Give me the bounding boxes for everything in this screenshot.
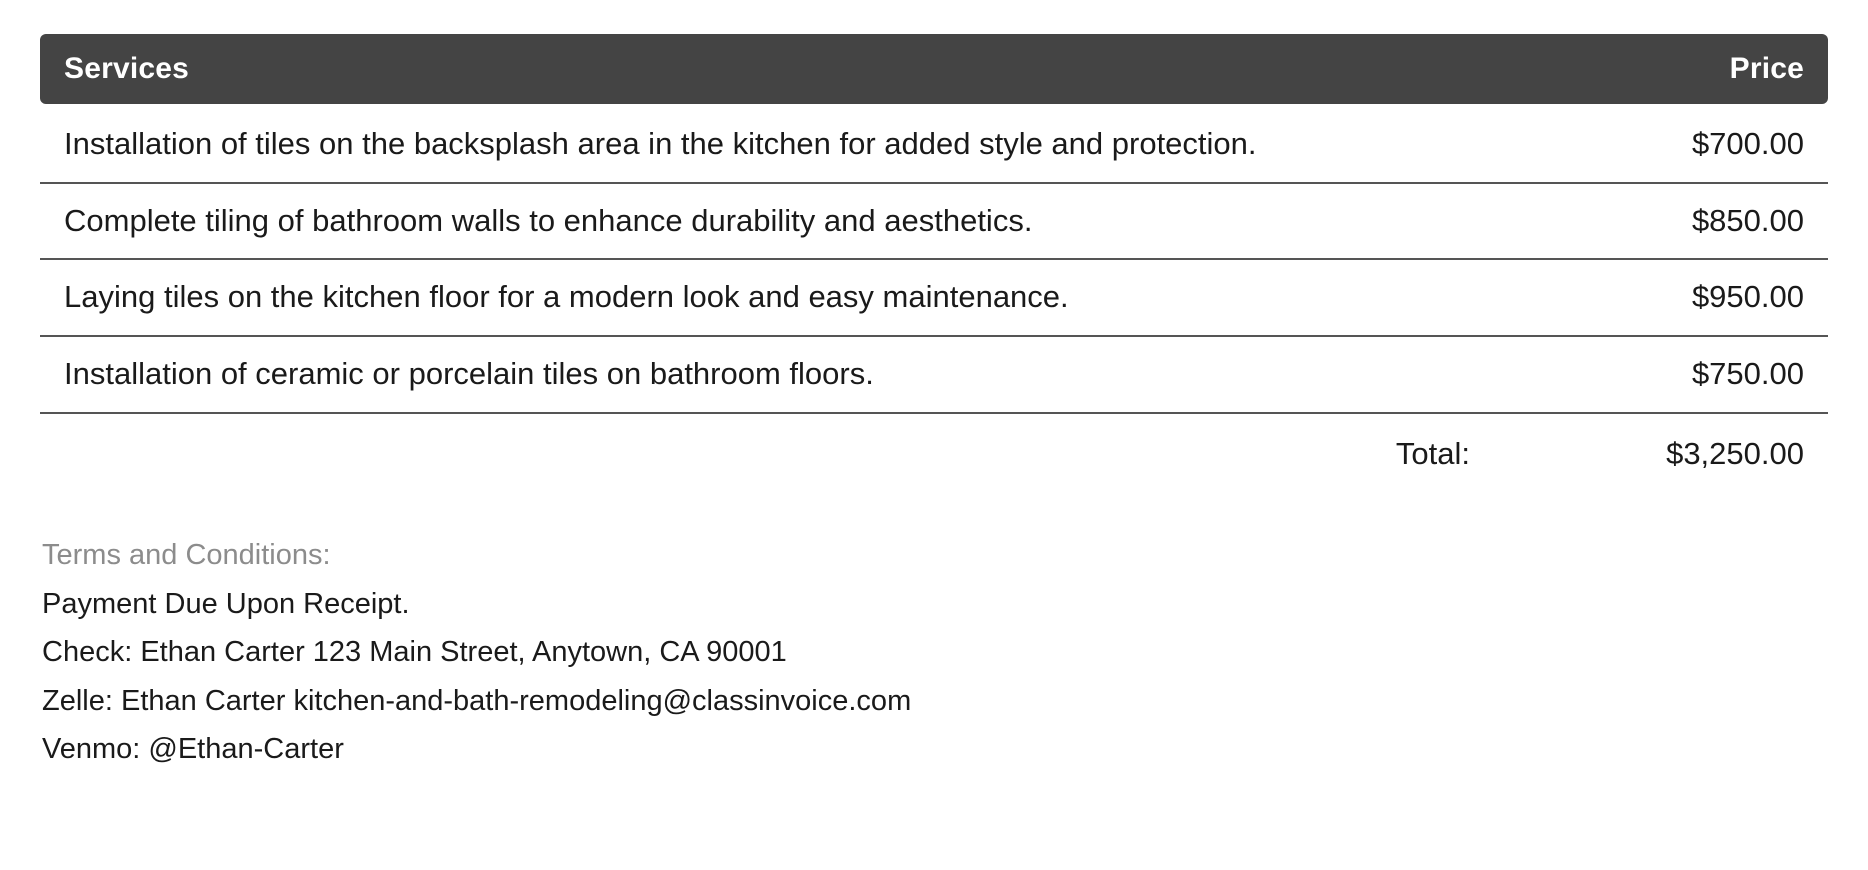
service-price: $700.00: [1480, 104, 1828, 183]
service-price: $850.00: [1480, 183, 1828, 260]
terms-line-zelle: Zelle: Ethan Carter kitchen-and-bath-remodeling@classinvoice.com: [42, 684, 912, 717]
total-value: $3,250.00: [1666, 435, 1804, 471]
table-row: [40, 104, 1828, 183]
table-row: [40, 336, 1828, 413]
service-price: $750.00: [1480, 336, 1828, 413]
terms-heading: Terms and Conditions:: [42, 539, 331, 572]
service-description: Complete tiling of bathroom walls to enhance durability and aesthetics.: [40, 183, 1480, 260]
services-table-body: [40, 104, 1828, 491]
terms-and-conditions-section: [40, 539, 1828, 767]
terms-line-venmo: Venmo: @Ethan-Carter: [42, 732, 344, 765]
table-row: [40, 259, 1828, 336]
table-header-row: [40, 34, 1828, 104]
service-description: Installation of ceramic or porcelain tiles on bathroom floors.: [40, 336, 1480, 413]
column-header-price: Price: [1480, 34, 1828, 104]
total-label: Total:: [1395, 435, 1470, 471]
service-description: Laying tiles on the kitchen floor for a modern look and easy maintenance.: [40, 259, 1480, 336]
table-total-row: [40, 413, 1828, 492]
terms-line-check: Check: Ethan Carter 123 Main Street, Anytown, CA 90001: [42, 636, 787, 669]
services-table-header: [40, 34, 1828, 104]
service-description: Installation of tiles on the backsplash area in the kitchen for added style and protection.: [40, 104, 1480, 183]
column-header-services: Services: [40, 34, 1480, 104]
services-table: [40, 34, 1828, 491]
service-price: $950.00: [1480, 259, 1828, 336]
terms-line-payment: Payment Due Upon Receipt.: [42, 588, 410, 621]
table-row: [40, 183, 1828, 260]
